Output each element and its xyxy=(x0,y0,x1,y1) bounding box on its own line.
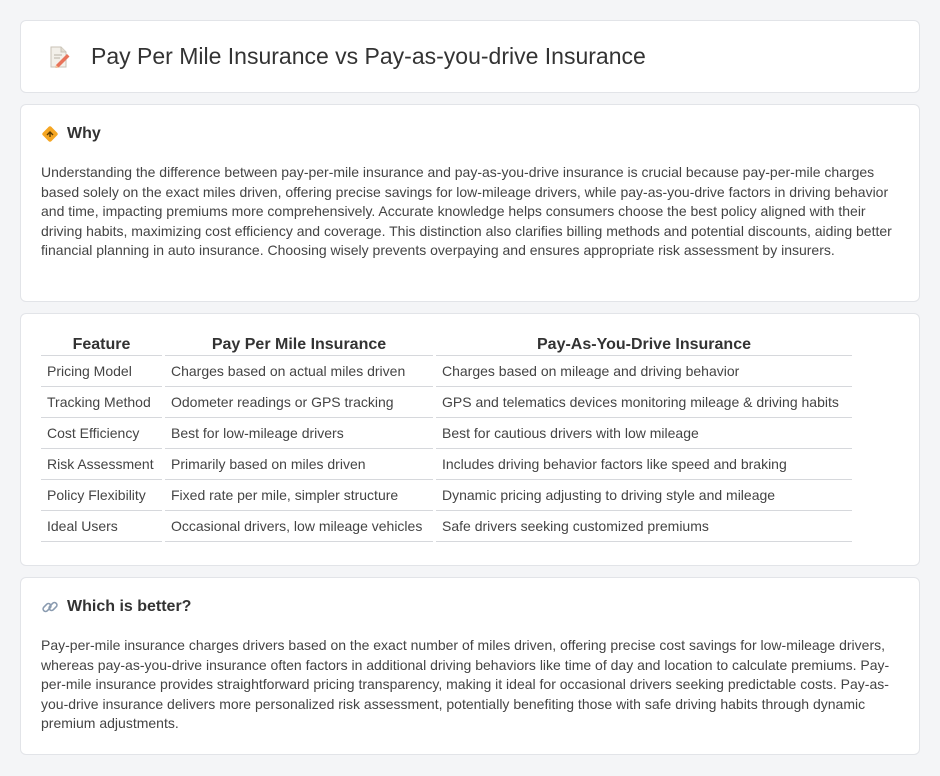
comparison-table xyxy=(38,334,855,542)
better-header xyxy=(41,598,899,616)
row-pay-as-you-drive: Charges based on mileage and driving behavior xyxy=(436,356,852,387)
row-feature: Policy Flexibility xyxy=(41,480,162,511)
row-feature: Cost Efficiency xyxy=(41,418,162,449)
title-card xyxy=(20,20,920,93)
header-feature: Feature xyxy=(41,334,162,356)
table-row xyxy=(41,418,852,449)
row-pay-as-you-drive: Dynamic pricing adjusting to driving style and mileage xyxy=(436,480,852,511)
row-feature: Risk Assessment xyxy=(41,449,162,480)
table-row xyxy=(41,356,852,387)
row-pay-as-you-drive: Includes driving behavior factors like speed and braking xyxy=(436,449,852,480)
link-icon xyxy=(41,598,59,616)
row-pay-per-mile: Odometer readings or GPS tracking xyxy=(165,387,433,418)
row-pay-per-mile: Best for low-mileage drivers xyxy=(165,418,433,449)
which-is-better-section xyxy=(20,577,920,755)
table-header-row xyxy=(41,334,852,356)
why-title: Why xyxy=(67,125,101,142)
page-title: Pay Per Mile Insurance vs Pay-as-you-drive Insurance xyxy=(91,43,646,69)
row-pay-as-you-drive: Safe drivers seeking customized premiums xyxy=(436,511,852,542)
table-row xyxy=(41,449,852,480)
row-feature: Pricing Model xyxy=(41,356,162,387)
row-pay-per-mile: Charges based on actual miles driven xyxy=(165,356,433,387)
comparison-section xyxy=(20,313,920,566)
header-pay-as-you-drive: Pay-As-You-Drive Insurance xyxy=(436,334,852,356)
header-pay-per-mile: Pay Per Mile Insurance xyxy=(165,334,433,356)
row-pay-as-you-drive: Best for cautious drivers with low mileage xyxy=(436,418,852,449)
table-row xyxy=(41,480,852,511)
row-pay-per-mile: Primarily based on miles driven xyxy=(165,449,433,480)
signpost-icon xyxy=(41,125,59,143)
table-row xyxy=(41,387,852,418)
better-body: Pay-per-mile insurance charges drivers based on the exact number of miles driven, offering precise cost savings for low-mileage drivers, whereas pay-as-you-drive insurance often factors in additional driving behaviors like time of day and location to calculate premiums. Pay-per-mile insurance provides straightforward pricing transparency, making it ideal for occasional drivers seeking predictable costs. Pay-as-you-drive insurance delivers more personalized risk assessment, potentially benefiting those with safe driving habits through dynamic premium adjustments. xyxy=(41,637,890,731)
why-header xyxy=(41,125,899,143)
why-section xyxy=(20,104,920,302)
better-title: Which is better? xyxy=(67,598,192,615)
why-body: Understanding the difference between pay-per-mile insurance and pay-as-you-drive insurance is crucial because pay-per-mile charges based solely on the exact miles driven, offering precise savings for low-mileage drivers, while pay-as-you-drive factors in driving behavior and time, impacting premiums more comprehensively. Accurate knowledge helps consumers choose the best policy aligned with their driving habits, maximizing cost efficiency and coverage. This distinction also clarifies billing methods and potential discounts, aiding better financial planning in auto insurance. Choosing wisely prevents overpaying and ensures appropriate risk assessment by insurers. xyxy=(41,164,892,258)
row-pay-per-mile: Occasional drivers, low mileage vehicles xyxy=(165,511,433,542)
row-feature: Tracking Method xyxy=(41,387,162,418)
document-pencil-icon xyxy=(47,45,71,69)
table-row xyxy=(41,511,852,542)
row-pay-as-you-drive: GPS and telematics devices monitoring mileage & driving habits xyxy=(436,387,852,418)
row-pay-per-mile: Fixed rate per mile, simpler structure xyxy=(165,480,433,511)
row-feature: Ideal Users xyxy=(41,511,162,542)
